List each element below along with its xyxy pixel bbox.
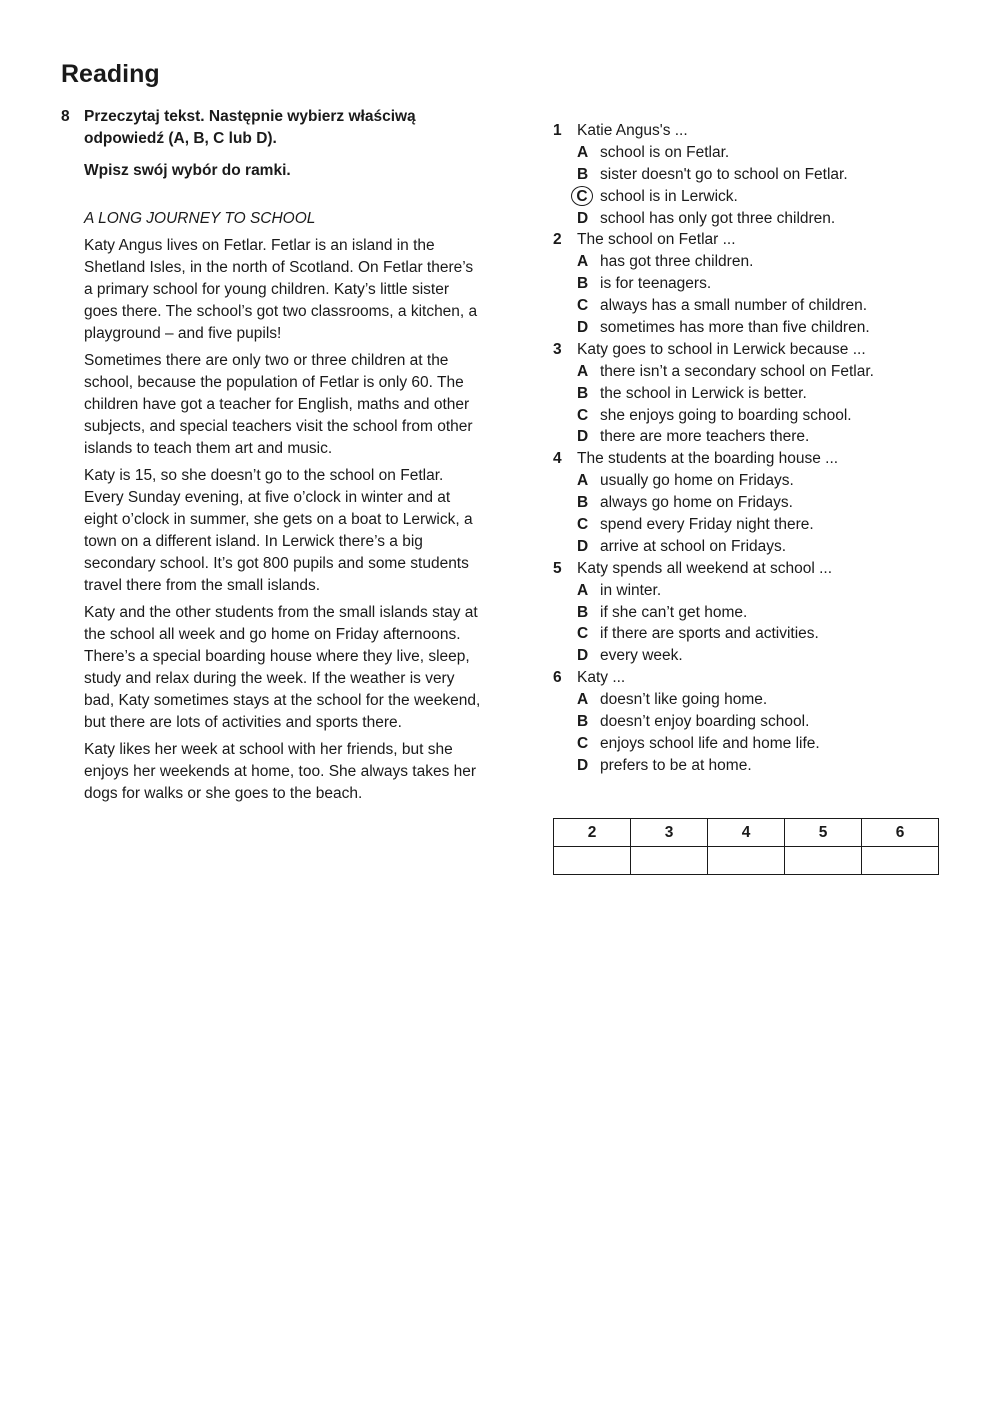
option-letter: B	[577, 603, 589, 621]
option-a[interactable]	[553, 689, 953, 711]
question-number: 4	[553, 450, 562, 468]
question-6	[553, 667, 953, 776]
option-text: sometimes has more than five children.	[600, 319, 870, 337]
answer-box-input-row	[554, 847, 939, 875]
answer-box-cell[interactable]	[554, 847, 631, 875]
option-b[interactable]	[553, 492, 953, 514]
option-text: if she can’t get home.	[600, 603, 748, 621]
question-number: 3	[553, 340, 562, 358]
option-text: prefers to be at home.	[600, 756, 752, 774]
task-instruction	[61, 106, 481, 150]
question-stem-row	[553, 448, 953, 470]
option-letter: A	[577, 143, 589, 161]
answer-box-cell[interactable]	[862, 847, 939, 875]
answer-box-cell[interactable]	[708, 847, 785, 875]
question-stem: Katy spends all weekend at school ...	[577, 559, 833, 577]
option-a[interactable]	[553, 251, 953, 273]
answer-box-header: 5	[785, 819, 862, 847]
task-instruction-text: Przeczytaj tekst. Następnie wybierz właściwą odpowiedź (A, B, C lub D).	[84, 108, 416, 147]
option-letter: D	[577, 537, 589, 555]
task-number: 8	[61, 108, 70, 125]
question-stem: The school on Fetlar ...	[577, 231, 736, 249]
story-title: A LONG JOURNEY TO SCHOOL	[84, 210, 316, 227]
option-a[interactable]	[553, 580, 953, 602]
option-letter: C	[577, 406, 589, 424]
circled-option-letter: C	[571, 186, 593, 206]
option-text: enjoys school life and home life.	[600, 734, 820, 752]
option-c[interactable]	[553, 186, 953, 208]
option-text: school is on Fetlar.	[600, 143, 730, 161]
page-title: Reading	[61, 60, 160, 88]
option-d[interactable]	[553, 208, 953, 230]
option-letter: A	[577, 472, 589, 490]
option-letter: B	[577, 494, 589, 512]
answer-box-cell[interactable]	[785, 847, 862, 875]
option-a[interactable]	[553, 361, 953, 383]
option-b[interactable]	[553, 383, 953, 405]
option-text: sister doesn't go to school on Fetlar.	[600, 165, 848, 183]
question-number: 6	[553, 669, 562, 687]
question-stem: Katie Angus's ...	[577, 122, 688, 139]
option-text: is for teenagers.	[600, 275, 712, 293]
question-number: 1	[553, 122, 562, 139]
option-b[interactable]	[553, 711, 953, 733]
question-stem-row	[553, 339, 953, 361]
answer-box-header: 4	[708, 819, 785, 847]
question-stem: Katy ...	[577, 669, 626, 687]
option-text: school has only got three children.	[600, 209, 836, 227]
task-instruction-secondary: Wpisz swój wybór do ramki.	[84, 162, 291, 179]
option-letter: C	[577, 625, 589, 643]
option-letter: D	[577, 756, 589, 774]
story-paragraph: Katy and the other students from the small islands stay at the school all week and go home on Friday afternoons. There’s a special boarding house where they live, sleep, study and relax during the week. If the weather is very bad, Katy sometimes stays at the school for the weekend, but there are lots of activities and sports there.	[84, 604, 481, 731]
option-a[interactable]	[553, 142, 953, 164]
option-text: doesn’t like going home.	[600, 691, 768, 709]
option-b[interactable]	[553, 164, 953, 186]
question-3	[553, 339, 953, 448]
option-text: always has a small number of children.	[600, 297, 868, 315]
option-text: has got three children.	[600, 253, 754, 271]
question-1	[553, 120, 953, 229]
option-text: there are more teachers there.	[600, 428, 810, 446]
answer-box-header: 3	[631, 819, 708, 847]
option-d[interactable]	[553, 317, 953, 339]
question-stem-row	[553, 229, 953, 251]
option-letter: D	[577, 647, 589, 665]
answer-box-header-row	[554, 819, 939, 847]
reading-column	[61, 106, 481, 810]
question-number: 5	[553, 559, 562, 577]
option-text: school is in Lerwick.	[600, 187, 738, 205]
option-text: spend every Friday night there.	[600, 516, 814, 534]
question-stem: The students at the boarding house ...	[577, 450, 839, 468]
option-text: in winter.	[600, 581, 662, 599]
answer-box-header: 6	[862, 819, 939, 847]
option-letter: B	[577, 384, 589, 402]
option-letter: B	[577, 165, 589, 183]
answer-box-header: 2	[554, 819, 631, 847]
option-letter: C	[577, 734, 589, 752]
question-stem-row	[553, 558, 953, 580]
option-letter: A	[577, 581, 589, 599]
option-letter: C	[577, 297, 589, 315]
option-d[interactable]	[553, 536, 953, 558]
question-5	[553, 558, 953, 667]
option-b[interactable]	[553, 602, 953, 624]
option-text: arrive at school on Fridays.	[600, 537, 787, 555]
option-letter: A	[577, 362, 589, 380]
option-text: the school in Lerwick is better.	[600, 384, 807, 402]
option-letter: D	[577, 209, 589, 227]
question-stem-row	[553, 120, 953, 142]
option-c[interactable]	[553, 514, 953, 536]
option-letter: B	[577, 275, 589, 293]
option-d[interactable]	[553, 426, 953, 448]
option-letter: A	[577, 691, 589, 709]
option-text: usually go home on Fridays.	[600, 472, 794, 490]
option-c[interactable]	[553, 733, 953, 755]
option-c[interactable]	[553, 405, 953, 427]
option-b[interactable]	[553, 273, 953, 295]
option-text: she enjoys going to boarding school.	[600, 406, 852, 424]
option-letter: A	[577, 253, 589, 271]
question-number: 2	[553, 231, 562, 249]
question-stem-row	[553, 667, 953, 689]
option-letter: D	[577, 428, 589, 446]
story-paragraph: Katy Angus lives on Fetlar. Fetlar is an island in the Shetland Isles, in the north of Scotland. On Fetlar there’s a primary school for young children. Katy’s little sister goes there. The school’s got two classrooms, a kitchen, a playground – and five pupils!	[84, 237, 478, 342]
option-text: there isn’t a secondary school on Fetlar.	[600, 362, 874, 380]
story-paragraph: Katy likes her week at school with her friends, but she enjoys her weekends at home, too. She always takes her dogs for walks or she goes to the beach.	[84, 741, 477, 802]
story	[84, 208, 481, 805]
answer-box-cell[interactable]	[631, 847, 708, 875]
option-letter: D	[577, 319, 589, 337]
answer-box-table	[553, 818, 939, 875]
option-c[interactable]	[553, 623, 953, 645]
question-2	[553, 229, 953, 338]
story-paragraph: Katy is 15, so she doesn’t go to the school on Fetlar. Every Sunday evening, at five o’clock in winter and at eight o’clock in summer, she gets on a boat to Lerwick, a town on a different island. In Lerwick there’s a big secondary school. It’s got 800 pupils and some students travel there from the small islands.	[84, 467, 473, 594]
option-text: doesn’t enjoy boarding school.	[600, 713, 810, 731]
questions-column	[553, 120, 953, 777]
question-stem: Katy goes to school in Lerwick because ...	[577, 340, 866, 358]
option-letter: B	[577, 713, 589, 731]
option-c[interactable]	[553, 295, 953, 317]
option-a[interactable]	[553, 470, 953, 492]
option-d[interactable]	[553, 755, 953, 777]
option-text: if there are sports and activities.	[600, 625, 819, 643]
option-text: every week.	[600, 647, 683, 665]
question-4	[553, 448, 953, 557]
option-text: always go home on Fridays.	[600, 494, 793, 512]
story-paragraph: Sometimes there are only two or three children at the school, because the population of Fetlar is only 60. The children have got a teacher for English, maths and other subjects, and special teachers visit the school from other islands to teach them art and music.	[84, 352, 473, 457]
option-d[interactable]	[553, 645, 953, 667]
option-letter: C	[577, 516, 589, 534]
